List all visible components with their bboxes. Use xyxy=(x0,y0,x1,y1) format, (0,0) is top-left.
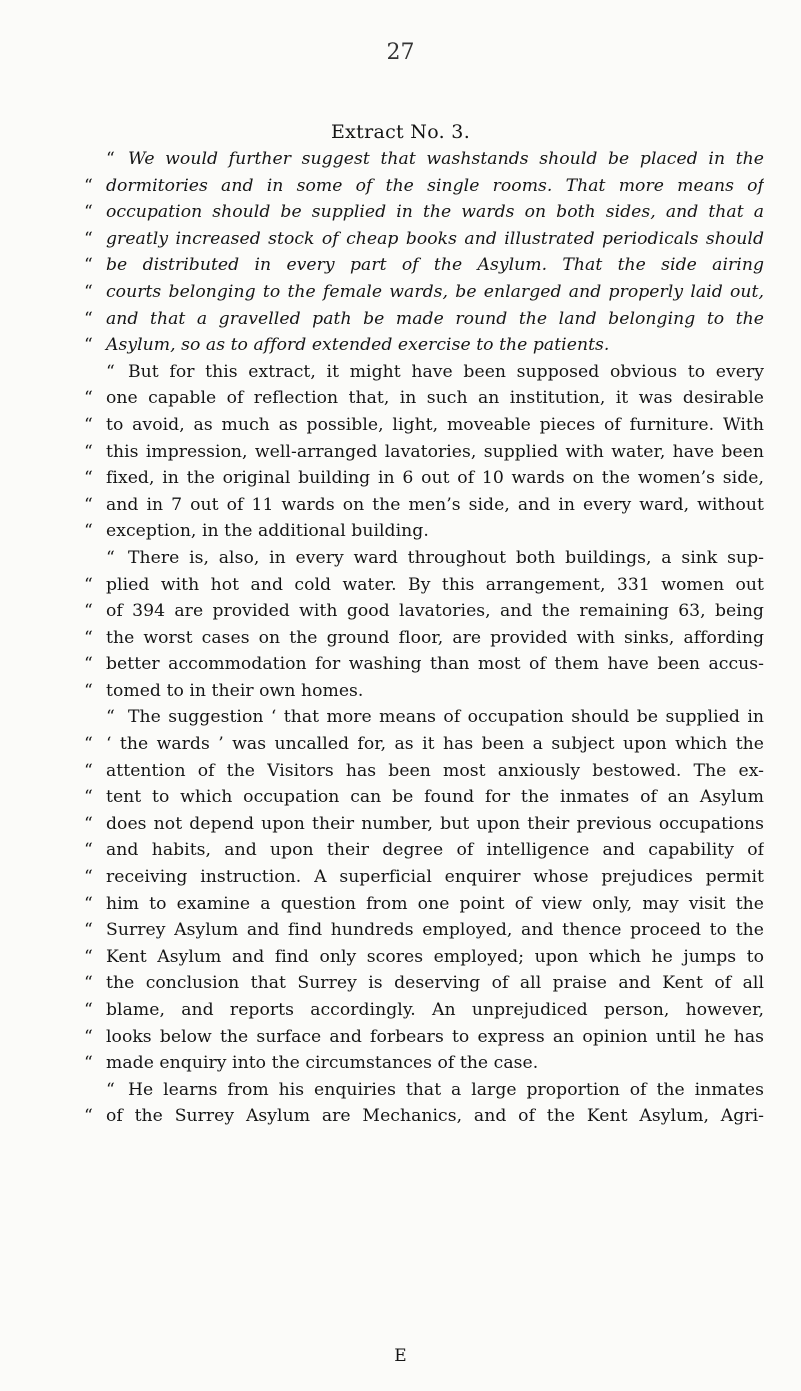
quote-mark: “ xyxy=(84,973,93,994)
text-line xyxy=(84,917,764,944)
text-line xyxy=(84,572,764,599)
text-line xyxy=(84,704,764,731)
body-text xyxy=(84,146,764,1130)
line-text: of the Surrey Asylum are Mechanics, and of the Kent Asylum, Agri- xyxy=(106,1106,764,1127)
line-text: one capable of reflection that, in such an institution, it was desirable xyxy=(106,388,764,409)
quote-mark: “ xyxy=(84,840,93,861)
text-line xyxy=(84,306,764,333)
line-text: to avoid, as much as possible, light, moveable pieces of furniture. With xyxy=(106,414,764,435)
quote-mark: “ xyxy=(106,1079,115,1100)
quote-mark: “ xyxy=(84,946,93,967)
line-text: Asylum, so as to afford extended exercise to the patients. xyxy=(106,335,610,356)
signature-mark: E xyxy=(394,1346,407,1366)
text-line xyxy=(84,492,764,519)
quote-mark: “ xyxy=(84,1000,93,1020)
text-line xyxy=(84,784,764,811)
line-text: Kent Asylum and find only scores employed; upon which he jumps to xyxy=(106,946,764,967)
text-line xyxy=(84,651,764,678)
quote-mark: “ xyxy=(84,787,93,808)
quote-mark: “ xyxy=(84,441,93,462)
quote-mark: “ xyxy=(106,547,115,568)
quote-mark: “ xyxy=(106,707,115,728)
line-text: dormitories and in some of the single rooms. That more means of xyxy=(106,175,764,196)
line-text: the conclusion that Surrey is deserving of all praise and Kent of all xyxy=(106,973,764,994)
text-line xyxy=(84,944,764,971)
text-line xyxy=(84,997,764,1024)
text-line xyxy=(84,465,764,492)
text-line xyxy=(84,837,764,864)
quote-mark: “ xyxy=(84,388,93,409)
line-text: and that a gravelled path be made round the land belonging to the xyxy=(106,308,764,329)
text-line xyxy=(84,226,764,253)
extract-heading: Extract No. 3. xyxy=(330,121,471,143)
line-text: the worst cases on the ground floor, are provided with sinks, affording xyxy=(106,627,764,648)
text-line xyxy=(84,385,764,412)
text-line xyxy=(84,864,764,891)
line-text: We would further suggest that washstands should be placed in the xyxy=(128,149,764,169)
text-line xyxy=(84,332,764,359)
line-text: greatly increased stock of cheap books and illustrated periodicals should xyxy=(106,228,764,249)
line-text: ‘ the wards ’ was uncalled for, as it has been a subject upon which the xyxy=(106,734,764,755)
text-line xyxy=(84,412,764,439)
line-text: better accommodation for washing than most of them have been accus- xyxy=(106,654,764,675)
text-line xyxy=(84,1077,764,1104)
quote-mark: “ xyxy=(84,654,93,675)
page-number: 27 xyxy=(386,40,415,65)
quote-mark: “ xyxy=(106,361,115,382)
line-text: made enquiry into the circumstances of the case. xyxy=(106,1053,539,1074)
text-line xyxy=(84,1050,764,1077)
quote-mark: “ xyxy=(84,680,93,701)
quote-mark: “ xyxy=(84,202,93,223)
text-line xyxy=(84,625,764,652)
quote-mark: “ xyxy=(84,734,93,755)
quote-mark: “ xyxy=(84,521,93,542)
quote-mark: “ xyxy=(84,335,93,356)
line-text: receiving instruction. A superficial enquirer whose prejudices permit xyxy=(106,867,764,888)
line-text: be distributed in every part of the Asylum. That the side airing xyxy=(106,255,764,276)
quote-mark: “ xyxy=(84,468,93,489)
line-text: fixed, in the original building in 6 out of 10 wards on the women’s side, xyxy=(106,468,764,489)
line-text: looks below the surface and forbears to express an opinion until he has xyxy=(106,1026,764,1047)
text-line xyxy=(84,199,764,226)
text-line xyxy=(84,359,764,386)
line-text: The suggestion ‘ that more means of occupation should be supplied in xyxy=(128,707,764,728)
text-line xyxy=(84,598,764,625)
line-text: He learns from his enquiries that a large proportion of the inmates xyxy=(128,1079,764,1100)
quote-mark: “ xyxy=(84,414,93,435)
line-text: There is, also, in every ward throughout both buildings, a sink sup- xyxy=(128,547,764,568)
text-line xyxy=(84,678,764,705)
text-line xyxy=(84,146,764,173)
text-line xyxy=(84,518,764,545)
quote-mark: “ xyxy=(84,281,93,302)
quote-mark: “ xyxy=(106,149,115,169)
line-text: Surrey Asylum and find hundreds employed, and thence proceed to the xyxy=(106,920,764,941)
line-text: of 394 are provided with good lavatories, and the remaining 63, being xyxy=(106,601,764,622)
text-line xyxy=(84,252,764,279)
line-text: tent to which occupation can be found for the inmates of an Asylum xyxy=(106,787,764,808)
quote-mark: “ xyxy=(84,308,93,329)
text-line xyxy=(84,811,764,838)
quote-mark: “ xyxy=(84,175,93,196)
quote-mark: “ xyxy=(84,228,93,249)
line-text: plied with hot and cold water. By this arrangement, 331 women out xyxy=(106,574,764,595)
text-line xyxy=(84,891,764,918)
text-line xyxy=(84,279,764,306)
text-line xyxy=(84,970,764,997)
quote-mark: “ xyxy=(84,1106,93,1127)
line-text: courts belonging to the female wards, be enlarged and properly laid out, xyxy=(106,281,764,302)
quote-mark: “ xyxy=(84,574,93,595)
line-text: tomed to in their own homes. xyxy=(106,680,364,701)
text-line xyxy=(84,439,764,466)
quote-mark: “ xyxy=(84,813,93,834)
quote-mark: “ xyxy=(84,760,93,781)
line-text: does not depend upon their number, but upon their previous occupations xyxy=(106,813,764,834)
text-line xyxy=(84,173,764,200)
quote-mark: “ xyxy=(84,920,93,941)
text-line xyxy=(84,731,764,758)
line-text: him to examine a question from one point of view only, may visit the xyxy=(106,893,764,914)
line-text: blame, and reports accordingly. An unprejudiced person, however, xyxy=(106,1000,764,1020)
line-text: this impression, well-arranged lavatories, supplied with water, have been xyxy=(106,441,764,462)
quote-mark: “ xyxy=(84,494,93,515)
line-text: and habits, and upon their degree of intelligence and capability of xyxy=(106,840,764,861)
text-line xyxy=(84,1024,764,1051)
line-text: occupation should be supplied in the wards on both sides, and that a xyxy=(106,202,764,223)
line-text: and in 7 out of 11 wards on the men’s side, and in every ward, without xyxy=(106,494,764,515)
text-line xyxy=(84,1103,764,1130)
text-line xyxy=(84,758,764,785)
quote-mark: “ xyxy=(84,867,93,888)
line-text: exception, in the additional building. xyxy=(106,521,429,542)
quote-mark: “ xyxy=(84,255,93,276)
quote-mark: “ xyxy=(84,1053,93,1074)
quote-mark: “ xyxy=(84,601,93,622)
quote-mark: “ xyxy=(84,627,93,648)
quote-mark: “ xyxy=(84,893,93,914)
line-text: But for this extract, it might have been supposed obvious to every xyxy=(128,361,764,382)
quote-mark: “ xyxy=(84,1026,93,1047)
text-line xyxy=(84,545,764,572)
line-text: attention of the Visitors has been most anxiously bestowed. The ex- xyxy=(106,760,764,781)
